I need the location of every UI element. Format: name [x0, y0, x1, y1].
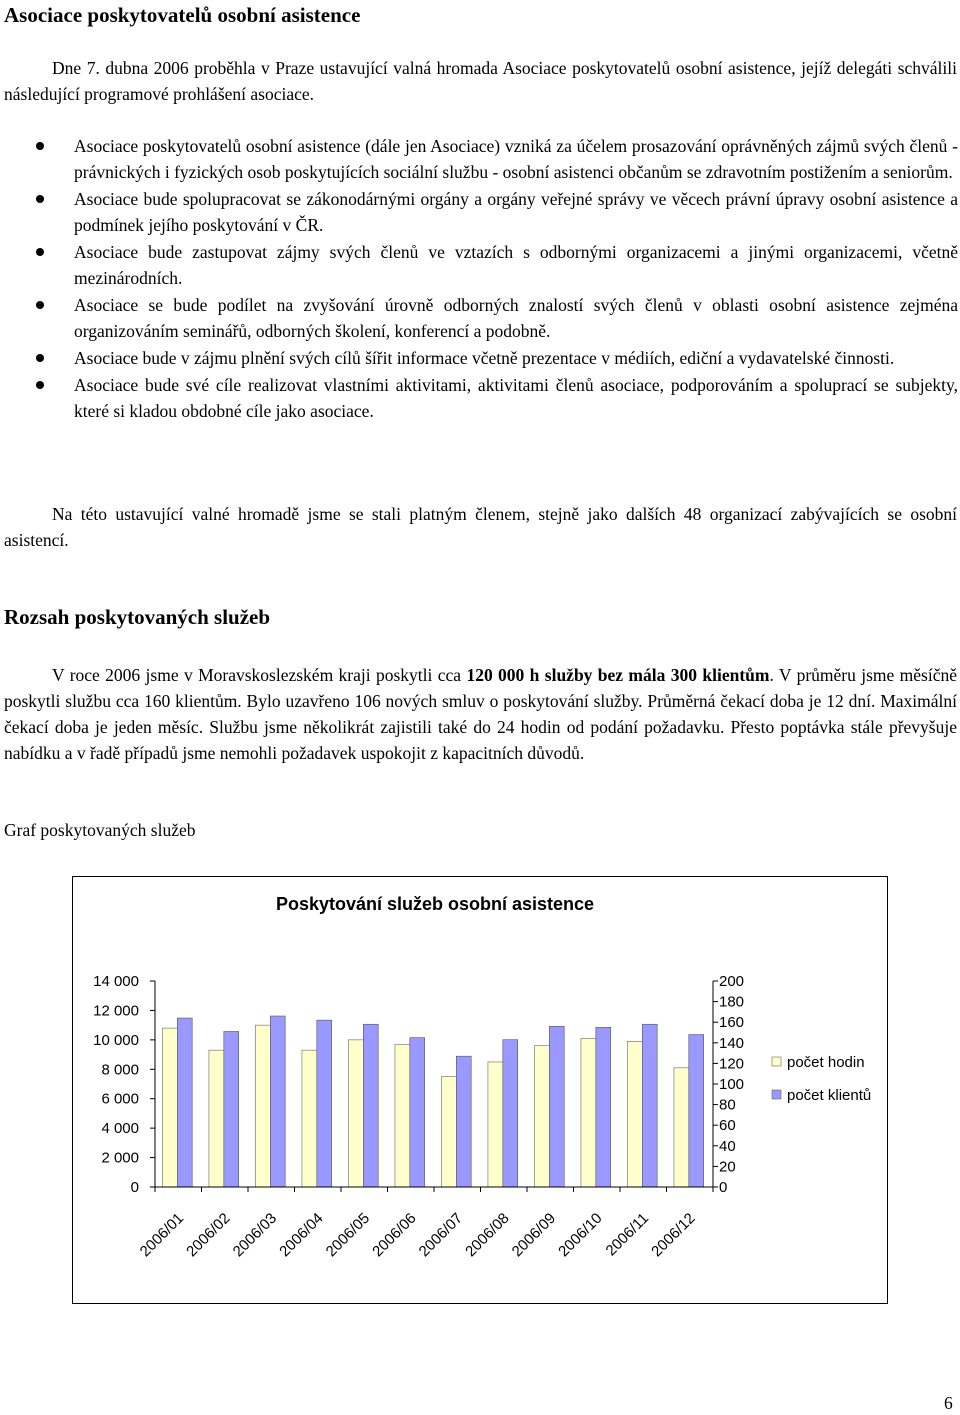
right-tick-label: 0 — [719, 1179, 728, 1196]
services-paragraph — [4, 662, 957, 766]
bar-clients — [224, 1031, 239, 1187]
bar-clients — [456, 1056, 471, 1187]
bar-hours — [162, 1028, 177, 1187]
bar-clients — [177, 1018, 192, 1187]
bullet-icon — [36, 248, 44, 256]
legend-swatch — [772, 1057, 781, 1066]
bar-clients — [689, 1035, 704, 1187]
left-tick-label: 8 000 — [101, 1061, 139, 1079]
bar-clients — [410, 1038, 425, 1187]
bar-hours — [209, 1050, 224, 1187]
services-text-start: V roce 2006 jsme v Moravskoslezském kraji poskytli cca — [52, 665, 467, 685]
left-tick-label: 6 000 — [101, 1090, 139, 1108]
plot-area — [93, 973, 744, 1260]
x-tick-label: 2006/06 — [369, 1209, 420, 1261]
chart-title: Poskytování služeb osobní asistence — [275, 894, 595, 914]
bar-clients — [596, 1027, 611, 1187]
x-tick-label: 2006/01 — [136, 1209, 188, 1261]
right-tick-label: 20 — [719, 1158, 736, 1176]
list-item — [0, 372, 958, 424]
chart-caption: Graf poskytovaných služeb — [4, 820, 196, 840]
bullet-icon — [36, 381, 44, 389]
bar-hours — [302, 1050, 317, 1187]
bar-clients — [363, 1024, 378, 1187]
legend-swatch — [772, 1090, 781, 1099]
section-heading-services: Rozsah poskytovaných služeb — [4, 605, 271, 629]
membership-paragraph: Na této ustavující valné hromadě jsme se stali platným členem, stejně jako dalších 48 organizací zabývajících se osobní asistencí. — [4, 504, 957, 550]
x-tick-label: 2006/10 — [555, 1209, 606, 1261]
right-tick-label: 160 — [719, 1014, 745, 1032]
bullet-icon — [36, 301, 44, 309]
right-tick-label: 40 — [719, 1137, 736, 1155]
bar-hours — [255, 1025, 270, 1187]
program-list — [0, 133, 958, 425]
services-highlight: 120 000 h služby bez mála 300 klientům — [466, 665, 770, 685]
right-tick-label: 200 — [719, 973, 745, 990]
x-tick-label: 2006/05 — [322, 1209, 374, 1261]
bar-hours — [348, 1040, 363, 1187]
chart-legend — [767, 1048, 883, 1110]
list-item — [0, 133, 958, 185]
section-heading-association: Asociace poskytovatelů osobní asistence — [4, 3, 361, 27]
bar-hours — [534, 1046, 549, 1187]
intro-paragraph: Dne 7. dubna 2006 proběhla v Praze ustavující valná hromada Asociace poskytovatelů osobní asistence, jejíž delegáti schválili následující programové prohlášení asociace. — [4, 58, 957, 104]
bar-hours — [441, 1077, 456, 1187]
left-tick-label: 0 — [130, 1179, 139, 1196]
bar-hours — [674, 1068, 689, 1187]
x-tick-label: 2006/03 — [229, 1209, 281, 1261]
bar-hours — [395, 1044, 410, 1187]
x-tick-label: 2006/11 — [602, 1209, 653, 1260]
list-item — [0, 292, 958, 344]
page-number: 6 — [944, 1393, 953, 1413]
x-tick-label: 2006/09 — [508, 1209, 560, 1261]
left-tick-label: 10 000 — [93, 1031, 139, 1049]
list-item-text: Asociace bude zastupovat zájmy svých členů ve vztazích s odbornými organizacemi a jinými organizacemi, včetně mezinárodních. — [74, 242, 958, 288]
bar-hours — [581, 1038, 596, 1187]
right-tick-label: 80 — [719, 1096, 736, 1114]
left-tick-label: 12 000 — [93, 1002, 139, 1020]
list-item-text: Asociace bude své cíle realizovat vlastními aktivitami, aktivitami členů asociace, podporováním a spoluprací se subjekty, které si kladou obdobné cíle jako asociace. — [74, 375, 958, 421]
right-tick-label: 120 — [719, 1055, 745, 1073]
list-item — [0, 186, 958, 238]
left-tick-label: 14 000 — [93, 973, 139, 990]
bar-hours — [627, 1041, 642, 1187]
bar-clients — [642, 1024, 657, 1187]
right-tick-label: 140 — [719, 1034, 745, 1052]
x-tick-label: 2006/02 — [183, 1209, 234, 1261]
list-item-text: Asociace bude spolupracovat se zákonodárnými orgány a orgány veřejné správy ve věcech právní úpravy osobní asistence a podmínek jejího poskytování v ČR. — [74, 189, 958, 235]
bar-clients — [503, 1040, 518, 1187]
right-tick-label: 180 — [719, 993, 745, 1011]
x-tick-label: 2006/07 — [415, 1209, 467, 1261]
list-item — [0, 239, 958, 291]
chart-frame — [72, 876, 888, 1304]
x-tick-label: 2006/04 — [276, 1209, 327, 1261]
left-tick-label: 2 000 — [101, 1149, 139, 1167]
bar-clients — [270, 1016, 285, 1187]
services-text-rest: . V průměru jsme měsíčně poskytli službu cca 160 klientům. Bylo uzavřeno 106 nových smluv o poskytování služby. Průměrná čekací doba je 12 dní. Maximální čekací doba je jeden měsíc. Službu jsme několikrát zajistili také do 24 hodin od podání požadavku. Přesto poptávka stále převyšuje nabídku a v řadě případů jsme nemohli požadavek uspokojit z kapacitních důvodů. — [4, 665, 957, 763]
bar-hours — [488, 1062, 503, 1187]
bullet-icon — [36, 195, 44, 203]
bullet-icon — [36, 142, 44, 150]
x-tick-label: 2006/12 — [648, 1209, 699, 1261]
right-tick-label: 100 — [719, 1076, 745, 1093]
bar-clients — [549, 1026, 564, 1187]
legend-label: počet klientů — [787, 1087, 872, 1104]
left-tick-label: 4 000 — [101, 1120, 139, 1138]
list-item — [0, 345, 958, 371]
services-chart — [73, 877, 887, 1303]
bullet-icon — [36, 354, 44, 362]
list-item-text: Asociace bude v zájmu plnění svých cílů šířit informace včetně prezentace v médiích, ediční a vydavatelské činnosti. — [74, 348, 895, 368]
list-item-text: Asociace se bude podílet na zvyšování úrovně odborných znalostí svých členů v oblasti osobní asistence zejména organizováním seminářů, odborných školení, konferencí a podobně. — [74, 295, 958, 341]
list-item-text: Asociace poskytovatelů osobní asistence (dále jen Asociace) vzniká za účelem prosazování oprávněných zájmů svých členů - právnických i fyzických osob poskytujících sociální službu - osobní asistenci občanům se zdravotním postižením a seniorům. — [74, 136, 958, 182]
right-tick-label: 60 — [719, 1117, 736, 1135]
x-tick-label: 2006/08 — [462, 1209, 513, 1261]
legend-label: počet hodin — [787, 1054, 865, 1071]
bar-clients — [317, 1020, 332, 1187]
